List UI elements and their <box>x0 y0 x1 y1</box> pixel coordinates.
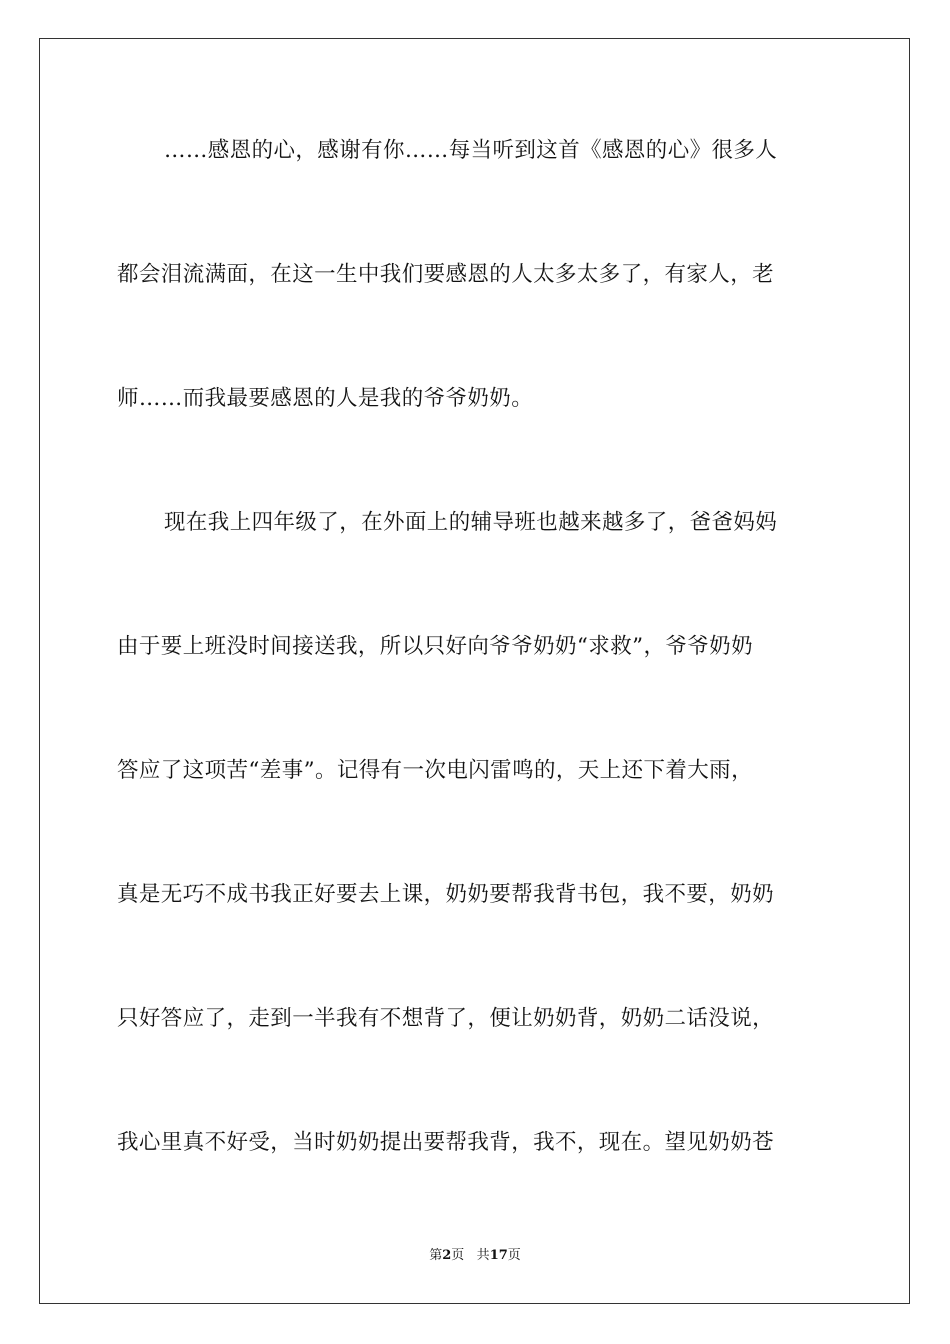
page-number: 2 <box>442 1248 452 1263</box>
total-suffix: 页 <box>507 1248 521 1263</box>
text-line: 现在我上四年级了，在外面上的辅导班也越来越多了，爸爸妈妈 <box>164 510 778 535</box>
text-line: 真是无巧不成书我正好要去上课，奶奶要帮我背书包，我不要，奶奶 <box>117 882 775 907</box>
total-pages: 17 <box>489 1248 508 1263</box>
page-prefix: 第 <box>429 1248 443 1263</box>
text-line: 答应了这项苦“差事”。记得有一次电闪雷鸣的，天上还下着大雨， <box>117 758 753 783</box>
text-line: ……感恩的心，感谢有你……每当听到这首《感恩的心》很多人 <box>164 138 778 163</box>
text-line: 只好答应了，走到一半我有不想背了，便让奶奶背，奶奶二话没说， <box>117 1006 775 1031</box>
page-border <box>39 38 910 1304</box>
text-line: 师……而我最要感恩的人是我的爷爷奶奶。 <box>117 386 534 411</box>
text-line: 由于要上班没时间接送我，所以只好向爷爷奶奶“求救”，爷爷奶奶 <box>117 634 753 659</box>
text-line: 我心里真不好受，当时奶奶提出要帮我背，我不，现在。望见奶奶苍 <box>117 1130 775 1155</box>
text-line: 都会泪流满面，在这一生中我们要感恩的人太多太多了，有家人，老 <box>117 262 775 287</box>
page-suffix: 页 <box>451 1248 465 1263</box>
total-prefix: 共 <box>476 1248 490 1263</box>
page-footer <box>0 1247 950 1265</box>
